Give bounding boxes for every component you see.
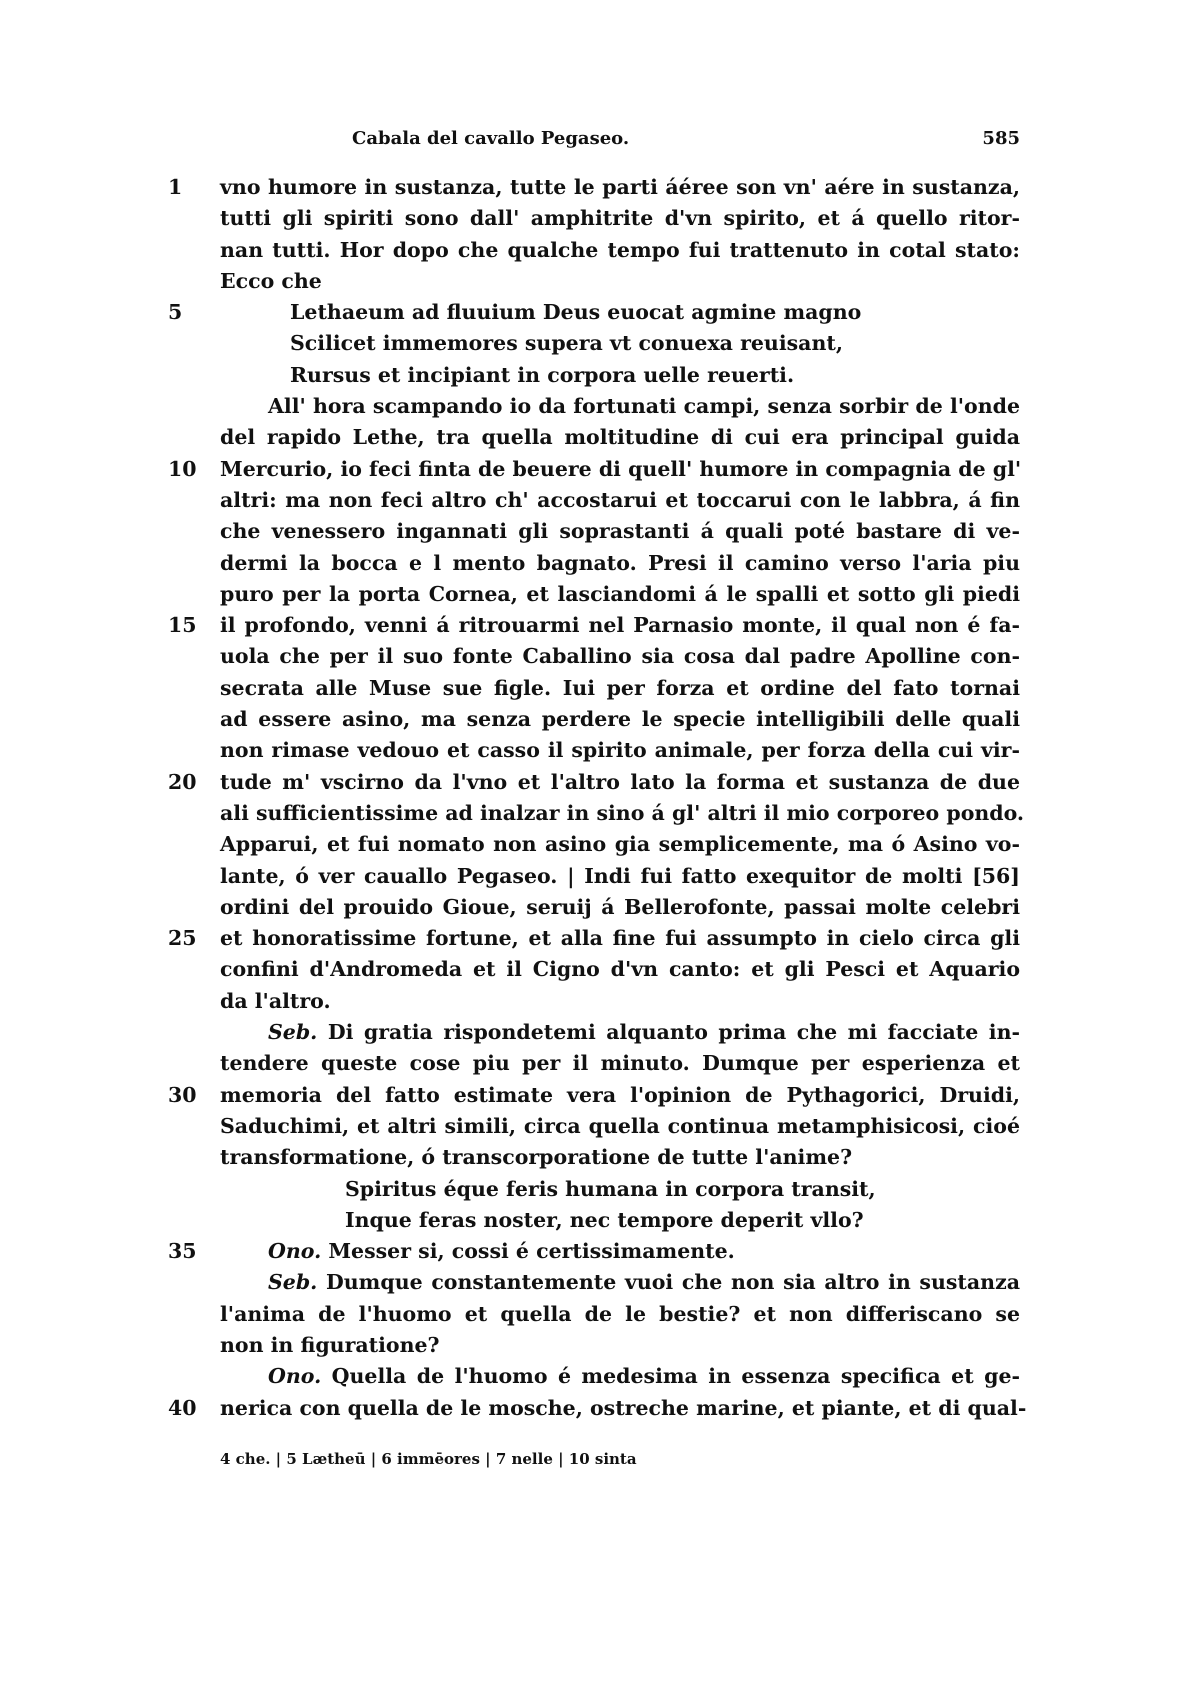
text-line: [0, 1142, 1203, 1173]
text-line: [0, 861, 1203, 892]
line-text: [220, 892, 1020, 923]
line-text: [220, 610, 1020, 641]
line-text: [345, 1205, 864, 1236]
line-content: Inque feras noster, nec tempore deperit vllo?: [345, 1207, 864, 1232]
text-line: [0, 829, 1203, 860]
line-text: [220, 203, 1020, 234]
line-content: che venessero ingannati gli soprastanti á quali poté bastare di ve-: [220, 519, 1020, 544]
line-content: altri: ma non feci altro ch' accostarui et toccarui con le labbra, á fin: [220, 487, 1020, 512]
text-line: [0, 798, 1203, 829]
line-number: 5: [168, 300, 183, 325]
line-text: [220, 1048, 1020, 1079]
line-number: 35: [168, 1239, 197, 1264]
text-line: [0, 579, 1203, 610]
line-text: [220, 641, 1020, 672]
line-content: non rimase vedouo et casso il spirito animale, per forza della cui vir-: [220, 738, 1020, 763]
text-line: [0, 1174, 1203, 1205]
line-content: del rapido Lethe, tra quella moltitudine di cui era principal guida: [220, 425, 1020, 450]
line-content: da l'altro.: [220, 988, 331, 1013]
line-content: Apparui, et fui nomato non asino gia semplicemente, ma ó Asino vo-: [220, 832, 1020, 857]
text-line: [0, 1330, 1203, 1361]
text-line: [0, 1017, 1203, 1048]
line-text: [220, 266, 322, 297]
line-text: [220, 954, 1020, 985]
line-text: [220, 454, 1020, 485]
line-content: Ecco che: [220, 268, 322, 293]
line-text: [220, 1393, 1027, 1424]
line-text: [220, 704, 1020, 735]
text-line: [0, 986, 1203, 1017]
line-text: [268, 1267, 1020, 1298]
running-title: Cabala del cavallo Pegaseo.: [352, 128, 630, 149]
text-line: [0, 1299, 1203, 1330]
text-line: [0, 235, 1203, 266]
text-line: [0, 767, 1203, 798]
line-text: [220, 767, 1020, 798]
line-content: ordini del prouido Gioue, seruij á Bellerofonte, passai molte celebri: [220, 894, 1020, 919]
text-line: [0, 735, 1203, 766]
line-content: Scilicet immemores supera vt conuexa reuisant,: [290, 331, 843, 356]
line-text: [220, 422, 1020, 453]
text-line: [0, 172, 1203, 203]
line-content: tendere queste cose piu per il minuto. Dumque per esperienza et: [220, 1051, 1020, 1076]
line-content: All' hora scampando io da fortunati campi, senza sorbir de l'onde: [268, 394, 1020, 419]
text-line: [0, 485, 1203, 516]
page-number: 585: [982, 128, 1020, 149]
line-text: [220, 735, 1020, 766]
line-text: [220, 1299, 1020, 1330]
line-content: Quella de l'huomo é medesima in essenza specifica et ge-: [331, 1364, 1020, 1389]
line-content: lante, ó ver cauallo Pegaseo. | Indi fui fatto exequitor de molti [56]: [220, 863, 1020, 888]
line-text: [290, 328, 843, 359]
line-text: [220, 548, 1020, 579]
line-content: Messer si, cossi é certissimamente.: [328, 1239, 735, 1264]
line-content: ali sufficientissime ad inalzar in sino á gl' altri il mio corporeo pondo.: [220, 800, 1025, 825]
line-text: [290, 360, 794, 391]
line-content: ad essere asino, ma senza perdere le specie intelligibili delle quali: [220, 707, 1020, 732]
line-content: Dumque constantemente vuoi che non sia altro in sustanza: [326, 1270, 1020, 1295]
line-content: nerica con quella de le mosche, ostreche marine, et piante, et di qual-: [220, 1395, 1027, 1420]
text-line: [0, 1205, 1203, 1236]
text-line: [0, 1111, 1203, 1142]
footnote-apparatus: 4 che. | 5 Lætheū | 6 immēores | 7 nelle | 10 sinta: [220, 1450, 637, 1468]
line-content: puro per la porta Cornea, et lasciandomi á le spalli et sotto gli piedi: [220, 581, 1020, 606]
line-text: [220, 1142, 852, 1173]
line-text: [268, 1236, 735, 1267]
line-text: [220, 673, 1020, 704]
line-text: [220, 579, 1020, 610]
text-line: [0, 704, 1203, 735]
line-text: [220, 516, 1020, 547]
line-text: [220, 1330, 440, 1361]
text-line: [0, 641, 1203, 672]
speaker-label: Ono.: [268, 1239, 322, 1264]
line-content: Mercurio, io feci finta de beuere di quell' humore in compagnia de gl': [220, 456, 1022, 481]
text-line: [0, 1361, 1203, 1392]
text-line: [0, 923, 1203, 954]
line-text: [220, 861, 1020, 892]
line-content: Rursus et incipiant in corpora uelle reuerti.: [290, 362, 795, 387]
line-number: 25: [168, 926, 197, 951]
line-content: vno humore in sustanza, tutte le parti áéree son vn' aére in sustanza,: [220, 175, 1020, 199]
line-text: [220, 1080, 1020, 1111]
line-text: [290, 297, 861, 328]
line-content: Di gratia rispondetemi alquanto prima che mi facciate in-: [327, 1020, 1020, 1045]
line-text: [268, 1361, 1020, 1392]
line-number: 40: [168, 1395, 197, 1420]
text-line: [0, 1048, 1203, 1079]
line-content: transformatione, ó transcorporatione de tutte l'anime?: [220, 1145, 853, 1170]
text-line: [0, 954, 1203, 985]
line-text: [220, 829, 1020, 860]
line-text: [268, 1017, 1020, 1048]
line-content: nan tutti. Hor dopo che qualche tempo fui trattenuto in cotal stato:: [220, 237, 1020, 262]
line-text: [220, 1111, 1020, 1142]
text-line: [0, 548, 1203, 579]
text-line: [0, 391, 1203, 422]
text-line: [0, 1267, 1203, 1298]
text-line: [0, 266, 1203, 297]
line-content: memoria del fatto estimate vera l'opinion de Pythagorici, Druidi,: [220, 1082, 1020, 1107]
line-text: [220, 172, 1020, 203]
text-line: [0, 422, 1203, 453]
line-text: [220, 485, 1020, 516]
line-number: 1: [168, 175, 183, 199]
text-line: [0, 892, 1203, 923]
line-content: il profondo, venni á ritrouarmi nel Parnasio monte, il qual non é fa-: [220, 613, 1020, 638]
line-number: 15: [168, 613, 197, 638]
line-text: [345, 1174, 876, 1205]
line-content: confini d'Andromeda et il Cigno d'vn canto: et gli Pesci et Aquario: [220, 957, 1020, 982]
line-number: 30: [168, 1082, 197, 1107]
line-content: uola che per il suo fonte Caballino sia cosa dal padre Apolline con-: [220, 644, 1020, 669]
line-text: [220, 923, 1020, 954]
line-content: Lethaeum ad fluuium Deus euocat agmine magno: [290, 300, 862, 325]
line-content: non in figuratione?: [220, 1332, 440, 1357]
text-line: [0, 610, 1203, 641]
text-line: [0, 297, 1203, 328]
main-text: [0, 172, 1203, 1424]
text-line: [0, 1080, 1203, 1111]
line-text: [220, 986, 331, 1017]
line-content: Spiritus éque feris humana in corpora transit,: [345, 1176, 876, 1201]
line-content: dermi la bocca e l mento bagnato. Presi il camino verso l'aria piu: [220, 550, 1020, 575]
line-content: l'anima de l'huomo et quella de le bestie? et non differiscano se: [220, 1301, 1020, 1326]
text-line: [0, 454, 1203, 485]
line-content: tude m' vscirno da l'vno et l'altro lato la forma et sustanza de due: [220, 769, 1020, 794]
text-line: [0, 328, 1203, 359]
text-line: [0, 516, 1203, 547]
line-content: tutti gli spiriti sono dall' amphitrite d'vn spirito, et á quello ritor-: [220, 206, 1020, 231]
line-content: secrata alle Muse sue figle. Iui per forza et ordine del fato tornai: [220, 675, 1020, 700]
page-header: [352, 128, 1020, 158]
speaker-label: Ono.: [268, 1364, 322, 1389]
text-line: [0, 673, 1203, 704]
text-line: [0, 203, 1203, 234]
line-text: [220, 798, 1025, 829]
line-content: Saduchimi, et altri simili, circa quella continua metamphisicosi, cioé: [220, 1113, 1020, 1138]
line-number: 10: [168, 456, 197, 481]
speaker-label: Seb.: [268, 1020, 318, 1045]
line-content: et honoratissime fortune, et alla fine fui assumpto in cielo circa gli: [220, 926, 1020, 951]
line-text: [220, 235, 1020, 266]
line-number: 20: [168, 769, 197, 794]
text-line: [0, 1236, 1203, 1267]
text-line: [0, 1393, 1203, 1424]
text-line: [0, 360, 1203, 391]
line-text: [268, 391, 1020, 422]
speaker-label: Seb.: [268, 1270, 318, 1295]
